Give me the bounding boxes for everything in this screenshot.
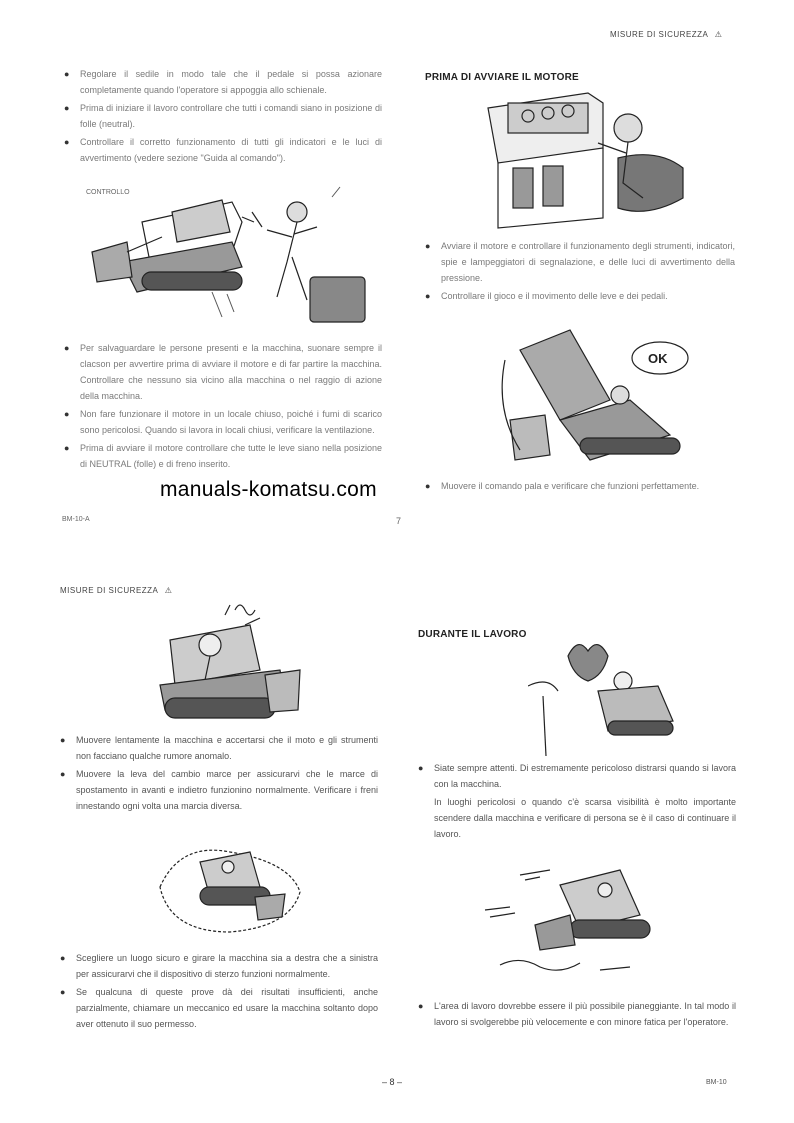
section-title-before-start: PRIMA DI AVVIARE IL MOTORE <box>425 72 579 83</box>
bullet-icon: ● <box>425 241 431 251</box>
bottom-left-bullets-a <box>60 732 378 816</box>
bullet-icon: ● <box>64 409 70 419</box>
top-left-bullets-a <box>64 66 382 168</box>
bullet-icon: ● <box>60 953 66 963</box>
list-item: ● Muovere il comando pala e verificare che funzioni perfettamente. <box>425 478 735 494</box>
list-item: ● Regolare il sedile in modo tale che il pedale si possa azionare completamente quando l'operatore si appoggia allo schienale. <box>64 66 382 98</box>
warning-triangle-icon: ⚠ <box>164 586 173 595</box>
section-title-during-work: DURANTE IL LAVORO <box>418 629 527 640</box>
list-item: ● Per salvaguardare le persone presenti e la macchina, suonare sempre il clacson per avvertire prima di avviare il motore e di far partire la macchina. Controllare che nessuno sia vicino alla macchina o nel raggio di azione della macchina. <box>64 340 382 404</box>
warning-triangle-icon: ⚠ <box>714 30 723 39</box>
bottom-header <box>60 586 172 595</box>
bottom-header-text: MISURE DI SICUREZZA <box>60 586 158 595</box>
bullet-icon: ● <box>60 769 66 779</box>
watermark: manuals-komatsu.com <box>160 478 377 501</box>
bullet-icon: ● <box>60 735 66 745</box>
bullet-icon: ● <box>64 137 70 147</box>
list-item: ● Muovere lentamente la macchina e accertarsi che il moto e gli strumenti non facciano qualche rumore anomalo. <box>60 732 378 764</box>
top-header-text: MISURE DI SICUREZZA <box>610 30 708 39</box>
illustration-bucket-ok <box>500 320 700 470</box>
list-item: ● Avviare il motore e controllare il funzionamento degli strumenti, indicatori, spie e lampeggiatori di segnalazione, e delle luci di avvertimento della pressione. <box>425 238 735 286</box>
list-item: ● Controllare il gioco e il movimento delle leve e dei pedali. <box>425 288 735 304</box>
top-footer-page-number: 7 <box>396 516 402 526</box>
list-item: ● Scegliere un luogo sicuro e girare la macchina sia a destra che a sinistra per assicurarvi che il dispositivo di sterzo funzioni normalmente. <box>60 950 378 982</box>
bullet-icon: ● <box>64 443 70 453</box>
list-item: In luoghi pericolosi o quando c'è scarsa visibilità è molto importante scendere dalla macchina e verificare di persona se è il caso di continuare il lavoro. <box>434 797 736 839</box>
top-header <box>610 30 722 39</box>
list-item: ● Muovere la leva del cambio marce per assicurarvi che le marce di spostamento in avanti e indietro funzionino normalmente. Verificare i freni innestando ogni volta una marcia diversa. <box>60 766 378 814</box>
top-right-bullets-b <box>425 478 735 496</box>
illustration-cockpit <box>478 88 693 233</box>
bottom-left-bullets-b <box>60 950 378 1034</box>
illustration-distracted-operator <box>528 636 683 761</box>
illustration-operator-noise <box>150 600 310 728</box>
illustration-turning-machine <box>140 832 320 942</box>
illustration-work-area <box>480 855 660 985</box>
bottom-right-bullets-b <box>418 998 736 1032</box>
ok-bubble-text: OK <box>648 351 668 366</box>
list-item: ● L'area di lavoro dovrebbe essere il più possibile pianeggiante. In tal modo il lavoro si svolgerebbe più velocemente e con minore fatica per l'operatore. <box>418 998 736 1030</box>
bullet-icon: ● <box>64 69 70 79</box>
bullet-icon: ● <box>418 1001 424 1011</box>
bullet-icon: ● <box>64 343 70 353</box>
bullet-icon: ● <box>64 103 70 113</box>
bullet-icon: ● <box>60 987 66 997</box>
bottom-footer-page-number: – 8 – <box>382 1077 403 1087</box>
list-item: ● Non fare funzionare il motore in un locale chiuso, poiché i fumi di scarico sono pericolosi. Quando si lavora in locali chiusi, verificare la ventilazione. <box>64 406 382 438</box>
illustration-dozer-check <box>82 182 382 337</box>
top-right-bullets-a <box>425 238 735 306</box>
image-caption: CONTROLLO <box>86 189 130 196</box>
bullet-icon: ● <box>418 763 424 773</box>
bottom-right-bullets-a <box>418 760 736 844</box>
top-footer-left: BM-10-A <box>62 516 90 523</box>
list-item: ● Prima di iniziare il lavoro controllare che tutti i comandi siano in posizione di folle (neutral). <box>64 100 382 132</box>
list-item: ● Siate sempre attenti. Di estremamente pericoloso distrarsi quando si lavora con la macchina. <box>418 760 736 792</box>
top-left-bullets-b <box>64 340 382 474</box>
list-item: ● Controllare il corretto funzionamento di tutti gli indicatori e le luci di avvertimento (vedere sezione "Guida al comando"). <box>64 134 382 166</box>
bullet-icon: ● <box>425 291 431 301</box>
bottom-footer-right: BM-10 <box>706 1079 727 1086</box>
bullet-icon: ● <box>425 481 431 491</box>
list-item: ● Se qualcuna di queste prove dà dei risultati insufficienti, anche parzialmente, chiamare un meccanico ed usare la macchina soltanto dopo aver ottenuto il suo permesso. <box>60 984 378 1032</box>
list-item: ● Prima di avviare il motore controllare che tutte le leve siano nella posizione di NEUTRAL (folle) e di freno inserito. <box>64 440 382 472</box>
